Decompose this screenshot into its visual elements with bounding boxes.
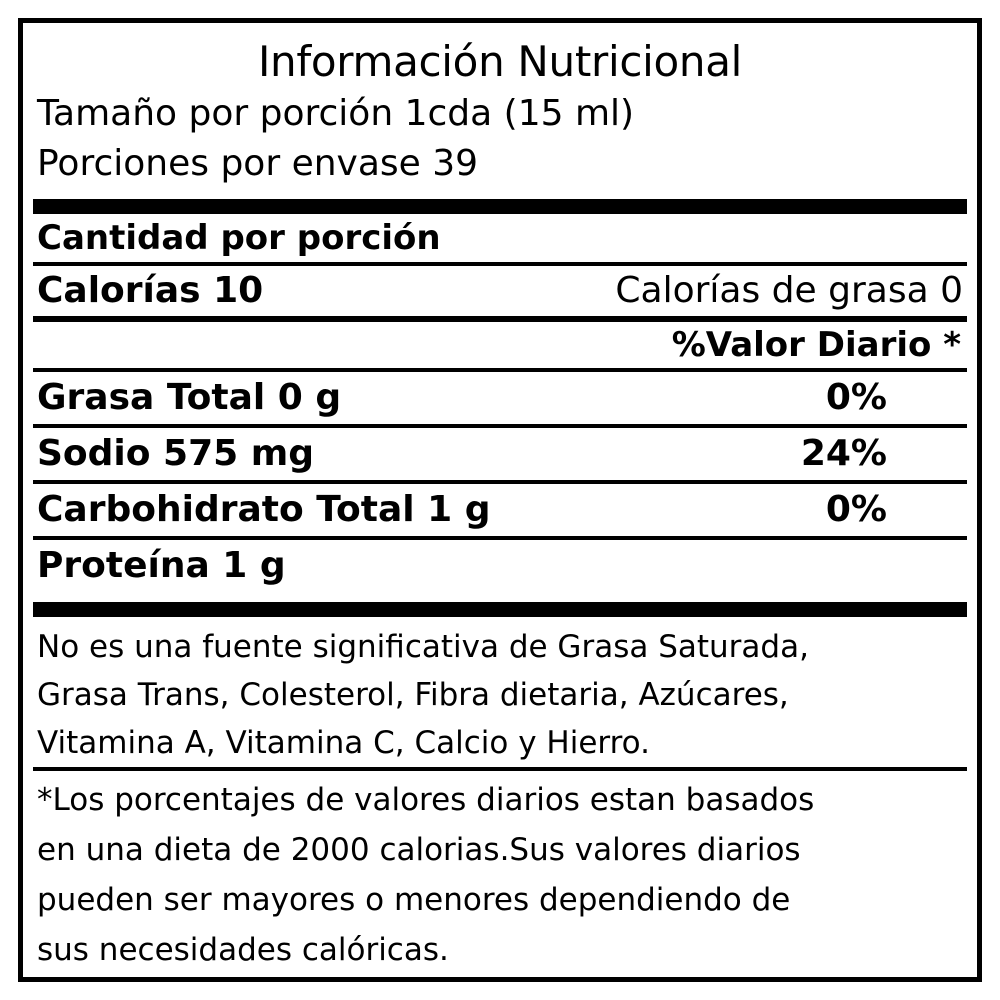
calories-from-fat-label: Calorías de grasa 0: [615, 270, 963, 311]
daily-value-footnote: [33, 771, 967, 975]
not-significant-line-2: Grasa Trans, Colesterol, Fibra dietaria, Azúcares,: [37, 677, 789, 713]
nutrient-name: Carbohidrato Total 1 g: [37, 489, 491, 530]
calories-row: [33, 266, 967, 316]
footnote-line-4: sus necesidades calóricas.: [37, 932, 449, 968]
nutrient-row-sodio: [33, 428, 967, 480]
footnote-line-3: pueden ser mayores o menores dependiendo de: [37, 882, 791, 918]
serving-size-line: Tamaño por porción 1cda (15 ml): [37, 93, 635, 134]
calories-label: Calorías 10: [37, 270, 264, 311]
footnote-line-2: en una dieta de 2000 calorias.Sus valores diarios: [37, 832, 801, 868]
not-significant-line-3: Vitamina A, Vitamina C, Calcio y Hierro.: [37, 725, 650, 761]
daily-value-header: %Valor Diario *: [671, 325, 961, 365]
nutrient-name: Proteína 1 g: [37, 545, 286, 586]
footnote-line-1: *Los porcentajes de valores diarios estan basados: [37, 782, 815, 818]
amount-per-serving-label: Cantidad por porción: [37, 218, 441, 258]
not-significant-note: [33, 617, 967, 767]
nutrient-row-carbohidrato-total: [33, 484, 967, 536]
page-title: Información Nutricional: [257, 37, 743, 86]
divider-thick-top: [33, 199, 967, 214]
nutrient-dv: 24%: [800, 433, 887, 474]
nutrient-dv: 0%: [825, 377, 887, 418]
nutrient-dv: 0%: [825, 489, 887, 530]
nutrient-row-grasa-total: [33, 372, 967, 424]
nutrition-facts-panel: [18, 18, 982, 982]
nutrient-name: Sodio 575 mg: [37, 433, 314, 474]
servings-per-container-line: Porciones por envase 39: [37, 143, 479, 184]
nutrition-facts-inner: [23, 23, 977, 977]
nutrient-row-proteina: [33, 540, 967, 592]
divider-thick-bottom: [33, 602, 967, 617]
nutrient-name: Grasa Total 0 g: [37, 377, 342, 418]
not-significant-line-1: No es una fuente significativa de Grasa Saturada,: [37, 629, 809, 665]
